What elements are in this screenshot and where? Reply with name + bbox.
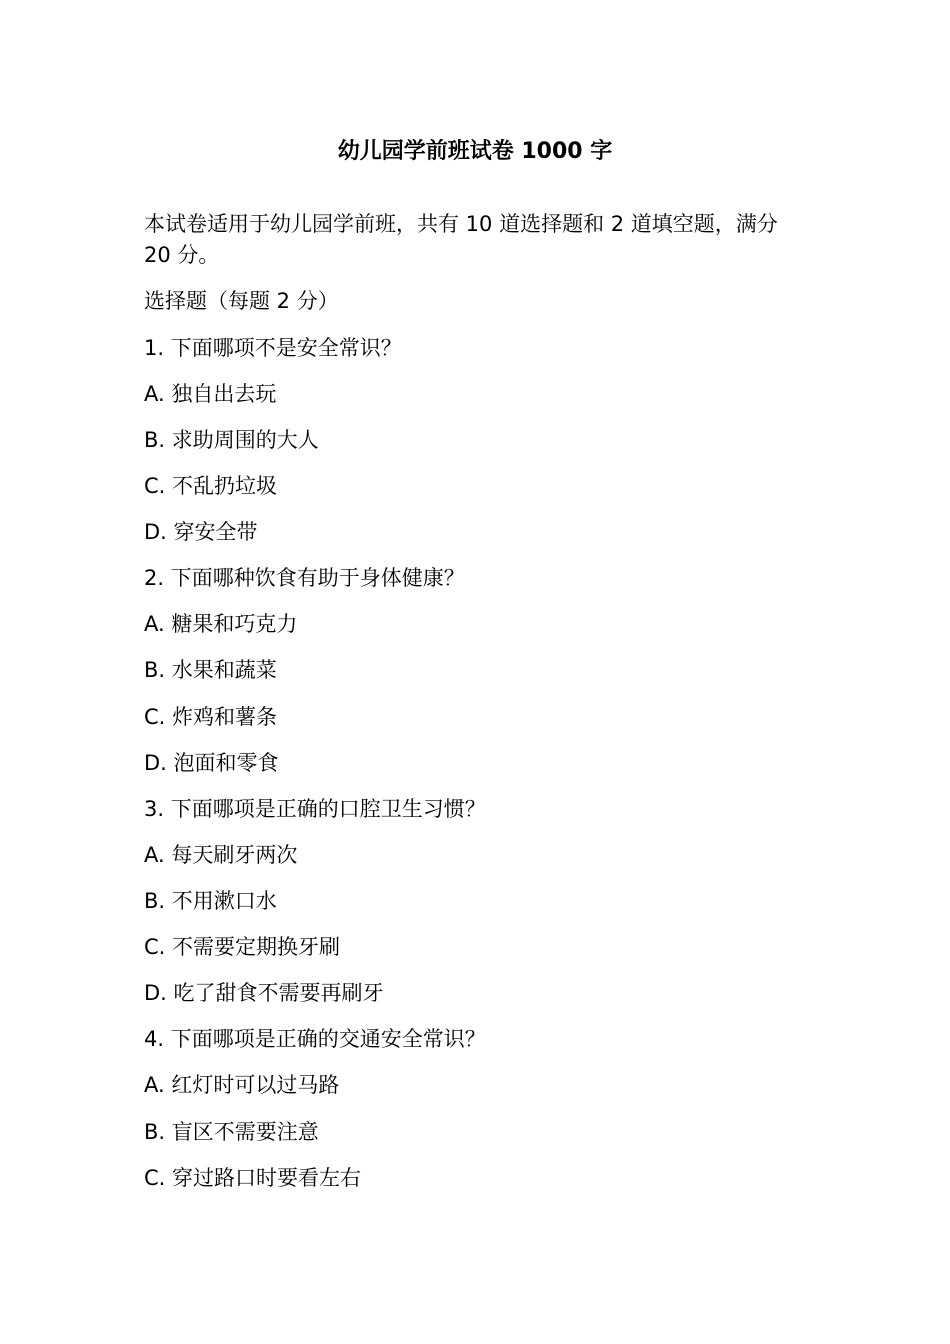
question-3-option-c: C. 不需要定期换牙刷 bbox=[144, 935, 341, 959]
question-4-option-a: A. 红灯时可以过马路 bbox=[144, 1073, 340, 1097]
document-title: 幼儿园学前班试卷 1000 字 bbox=[337, 139, 613, 164]
question-2-option-a: A. 糖果和巧克力 bbox=[144, 612, 298, 636]
intro-paragraph: 本试卷适用于幼儿园学前班，共有 10 道选择题和 2 道填空题，满分 20 分。 bbox=[144, 212, 778, 267]
question-4-option-b: B. 盲区不需要注意 bbox=[144, 1120, 319, 1144]
section-heading: 选择题（每题 2 分） bbox=[144, 289, 339, 313]
question-4-option-c: C. 穿过路口时要看左右 bbox=[144, 1166, 362, 1190]
question-3-option-a: A. 每天刷牙两次 bbox=[144, 843, 298, 867]
question-1-option-b: B. 求助周围的大人 bbox=[144, 428, 319, 452]
question-2: 2. 下面哪种饮食有助于身体健康？ bbox=[144, 566, 465, 590]
question-1: 1. 下面哪项不是安全常识？ bbox=[144, 336, 402, 360]
question-1-option-a: A. 独自出去玩 bbox=[144, 382, 277, 406]
question-3-option-d: D. 吃了甜食不需要再刷牙 bbox=[144, 981, 384, 1005]
question-2-option-c: C. 炸鸡和薯条 bbox=[144, 705, 278, 729]
question-4: 4. 下面哪项是正确的交通安全常识？ bbox=[144, 1027, 486, 1051]
question-1-option-d: D. 穿安全带 bbox=[144, 520, 258, 544]
question-2-option-b: B. 水果和蔬菜 bbox=[144, 658, 277, 682]
question-3-option-b: B. 不用漱口水 bbox=[144, 889, 277, 913]
question-1-option-c: C. 不乱扔垃圾 bbox=[144, 474, 278, 498]
question-3: 3. 下面哪项是正确的口腔卫生习惯？ bbox=[144, 797, 486, 821]
question-2-option-d: D. 泡面和零食 bbox=[144, 751, 279, 775]
